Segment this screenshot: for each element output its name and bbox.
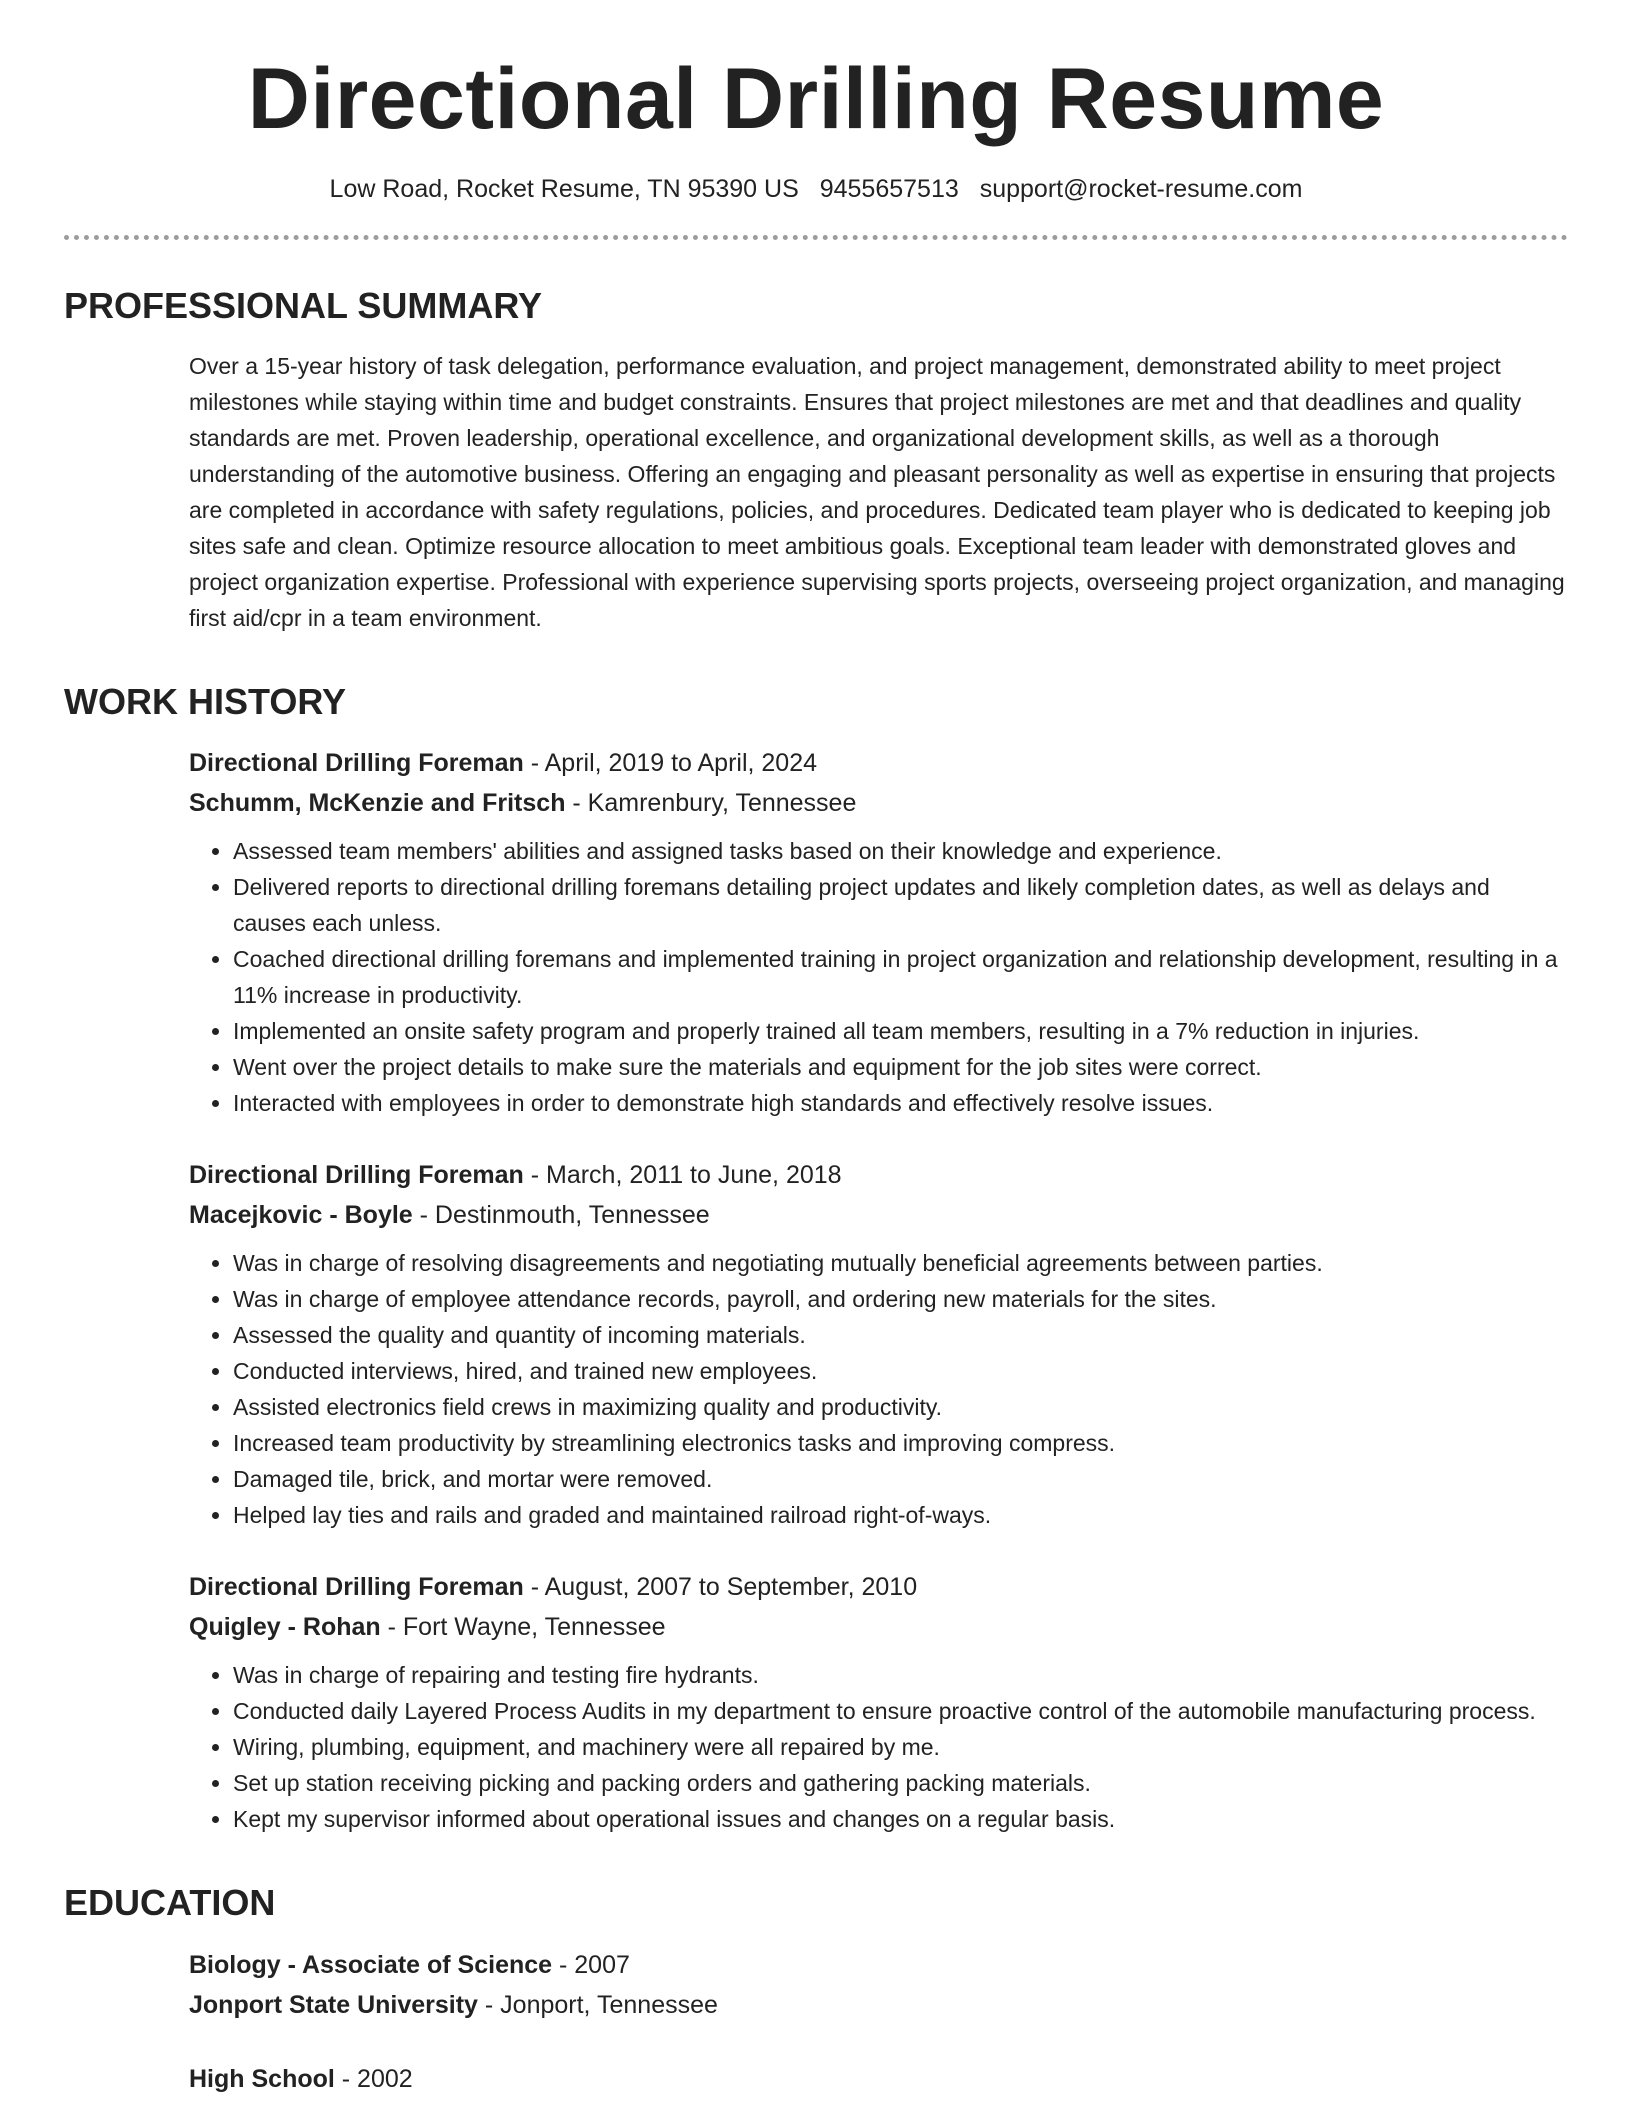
list-item: • Went over the project details to make sure the materials and equipment for the job sites were correct. (233, 1049, 1568, 1085)
education-school-line (189, 1985, 1568, 2025)
job-entry (189, 1155, 1568, 1533)
education-entry (189, 1945, 1568, 2025)
list-item: • Wiring, plumbing, equipment, and machinery were all repaired by me. (233, 1729, 1568, 1765)
job-company-line (189, 783, 1568, 823)
contact-line (64, 173, 1568, 206)
resume-header (64, 0, 1568, 240)
list-item: • Delivered reports to directional drilling foremans detailing project updates and likely completion dates, as well as delays and causes each unless. (233, 869, 1568, 941)
work-history-heading: WORK HISTORY (64, 680, 347, 722)
job-dates: - August, 2007 to September, 2010 (523, 1573, 918, 1602)
list-item: • Conducted daily Layered Process Audits in my department to ensure proactive control of the automobile manufacturing process. (233, 1693, 1568, 1729)
job-entry (189, 1567, 1568, 1837)
list-item: • Set up station receiving picking and packing orders and gathering packing materials. (233, 1765, 1568, 1801)
summary-section (64, 348, 1568, 636)
work-history-section (64, 743, 1568, 1837)
resume-title: Directional Drilling Resume (247, 51, 1385, 147)
education-year: - 2002 (334, 2064, 413, 2093)
list-item: • Increased team productivity by streamlining electronics tasks and improving compress. (233, 1425, 1568, 1461)
contact-phone: 9455657513 (819, 174, 959, 203)
job-bullets (189, 833, 1568, 1121)
job-title-line (189, 1567, 1568, 1607)
list-item: • Assessed the quality and quantity of incoming materials. (233, 1317, 1568, 1353)
education-section (64, 1945, 1568, 2099)
education-school: Jonport State University (189, 1990, 478, 2019)
job-location: - Destinmouth, Tennessee (412, 1201, 710, 1230)
job-bullets (189, 1245, 1568, 1533)
education-entry (189, 2059, 1568, 2099)
summary-text: Over a 15-year history of task delegation, performance evaluation, and project management, demonstrated ability to meet project milestones while staying within time and budget constraints. Ensures that project milestones are met and that deadlines and quality standards are met. Proven leadership, operational excellence, and organizational development skills, as well as a thorough understanding of the automotive business. Offering an engaging and pleasant personality as well as expertise in ensuring that projects are completed in accordance with safety regulations, policies, and procedures. Dedicated team player who is dedicated to keeping job sites safe and clean. Optimize resource allocation to meet ambitious goals. Exceptional team leader with demonstrated gloves and project organization expertise. Professional with experience supervising sports projects, overseeing project organization, and managing first aid/cpr in a team environment. (189, 352, 1565, 631)
contact-address: Low Road, Rocket Resume, TN 95390 US (329, 174, 799, 203)
education-heading: EDUCATION (64, 1882, 276, 1924)
list-item: • Coached directional drilling foremans and implemented training in project organization and relationship development, resulting in a 11% increase in productivity. (233, 941, 1568, 1013)
contact-email: support@rocket-resume.com (979, 174, 1303, 203)
job-location: - Kamrenbury, Tennessee (565, 789, 857, 818)
education-degree: High School (189, 2064, 335, 2093)
education-degree-line (189, 2059, 1568, 2099)
job-title-line (189, 743, 1568, 783)
job-company-line (189, 1607, 1568, 1647)
summary-heading: PROFESSIONAL SUMMARY (64, 285, 543, 327)
job-company-line (189, 1195, 1568, 1235)
job-dates: - March, 2011 to June, 2018 (523, 1161, 842, 1190)
list-item: • Damaged tile, brick, and mortar were removed. (233, 1461, 1568, 1497)
job-company: Schumm, McKenzie and Fritsch (189, 789, 566, 818)
job-role: Directional Drilling Foreman (189, 749, 524, 778)
education-degree-line (189, 1945, 1568, 1985)
list-item: • Interacted with employees in order to demonstrate high standards and effectively resolve issues. (233, 1085, 1568, 1121)
header-divider (64, 235, 1568, 240)
job-title-line (189, 1155, 1568, 1195)
education-location: - Jonport, Tennessee (477, 1990, 718, 2019)
list-item: • Conducted interviews, hired, and trained new employees. (233, 1353, 1568, 1389)
job-dates: - April, 2019 to April, 2024 (523, 749, 818, 778)
list-item: • Helped lay ties and rails and graded and maintained railroad right-of-ways. (233, 1497, 1568, 1533)
job-entry (189, 743, 1568, 1121)
job-role: Directional Drilling Foreman (189, 1573, 524, 1602)
list-item: • Was in charge of resolving disagreements and negotiating mutually beneficial agreements between parties. (233, 1245, 1568, 1281)
education-degree: Biology - Associate of Science (189, 1950, 553, 1979)
list-item: • Assessed team members' abilities and assigned tasks based on their knowledge and experience. (233, 833, 1568, 869)
list-item: • Was in charge of employee attendance records, payroll, and ordering new materials for the sites. (233, 1281, 1568, 1317)
job-company: Macejkovic - Boyle (189, 1201, 413, 1230)
job-company: Quigley - Rohan (189, 1613, 381, 1642)
job-role: Directional Drilling Foreman (189, 1161, 524, 1190)
list-item: • Kept my supervisor informed about operational issues and changes on a regular basis. (233, 1801, 1568, 1837)
list-item: • Implemented an onsite safety program and properly trained all team members, resulting in a 7% reduction in injuries. (233, 1013, 1568, 1049)
list-item: • Assisted electronics field crews in maximizing quality and productivity. (233, 1389, 1568, 1425)
job-location: - Fort Wayne, Tennessee (380, 1613, 666, 1642)
job-bullets (189, 1657, 1568, 1837)
education-year: - 2007 (552, 1950, 630, 1979)
list-item: • Was in charge of repairing and testing fire hydrants. (233, 1657, 1568, 1693)
